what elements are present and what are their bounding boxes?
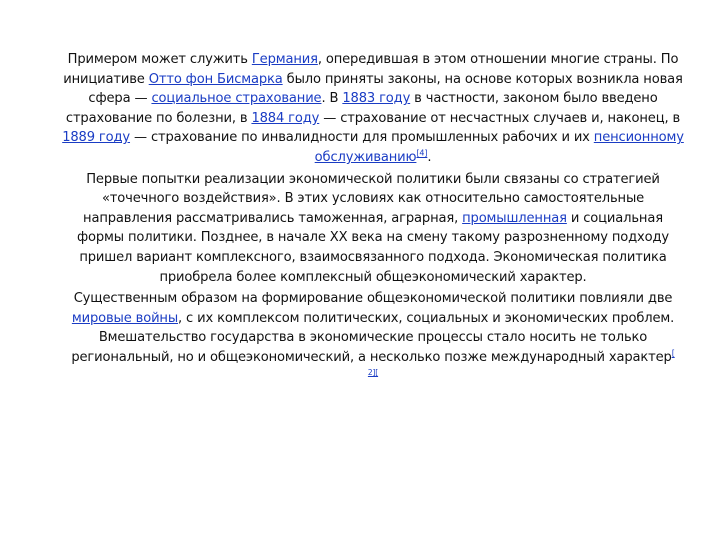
- link-germany[interactable]: Германия: [251, 52, 318, 67]
- link-industrial[interactable]: промышленная: [462, 210, 567, 226]
- text-span: , с их комплексом политических, социальных и экономических проблем. Вмешательство государства в экономические процессы стало носить не только региональный, но и общеэкономический, а несколько позже международный характер: [71, 310, 675, 365]
- link-world-wars[interactable]: мировые войны: [71, 310, 179, 326]
- link-year-1889[interactable]: 1889 году: [62, 130, 131, 146]
- link-year-1884[interactable]: 1884 году: [251, 110, 320, 126]
- footnote-ref-4[interactable]: [4]: [416, 148, 428, 158]
- text-span: — страхование от несчастных случаев и, наконец, в: [319, 110, 681, 126]
- document-body: [60, 50, 686, 380]
- footnote-ref-2[interactable]: 2][: [367, 367, 379, 377]
- text-span: . В: [321, 91, 343, 107]
- text-span: в частности, законом было введено страхование по болезни, в: [65, 91, 658, 126]
- link-pension-service[interactable]: пенсионному обслуживанию: [314, 130, 684, 165]
- paragraph-point-impact: [60, 170, 686, 288]
- text-span: — страхование по инвалидности для промышленных рабочих и их: [130, 130, 594, 146]
- link-year-1883[interactable]: 1883 году: [342, 91, 411, 107]
- text-span: Первые попытки реализации экономической политики были связаны со стратегией «точечного воздействия». В этих условиях как относительно самостоятельные направления рассматривались таможенная, аграрная,: [83, 171, 660, 226]
- text-span: Примером может служить: [67, 52, 252, 67]
- paragraph-germany-insurance: [60, 50, 686, 168]
- text-span: Существенным образом на формирование общеэкономической политики повлияли две: [73, 291, 673, 307]
- link-otto-von-bismarck[interactable]: Отто фон Бисмарка: [148, 71, 283, 87]
- link-social-insurance[interactable]: социальное страхование: [151, 91, 322, 107]
- text-span: было приняты законы, на основе которых возникла новая сфера —: [88, 71, 683, 107]
- text-span: и социальная формы политики. Позднее, в начале XX века на смену такому разрозненному подходу пришел вариант комплексного, взаимосвязанного подхода. Экономическая политика приобрела более комплексный общеэкономический характер.: [76, 210, 670, 285]
- text-span: .: [427, 149, 432, 165]
- text-span: , опередившая в этом отношении многие страны. По инициативе: [63, 52, 679, 87]
- paragraph-world-wars: [60, 289, 686, 377]
- footnote-ref-open[interactable]: [: [671, 348, 675, 358]
